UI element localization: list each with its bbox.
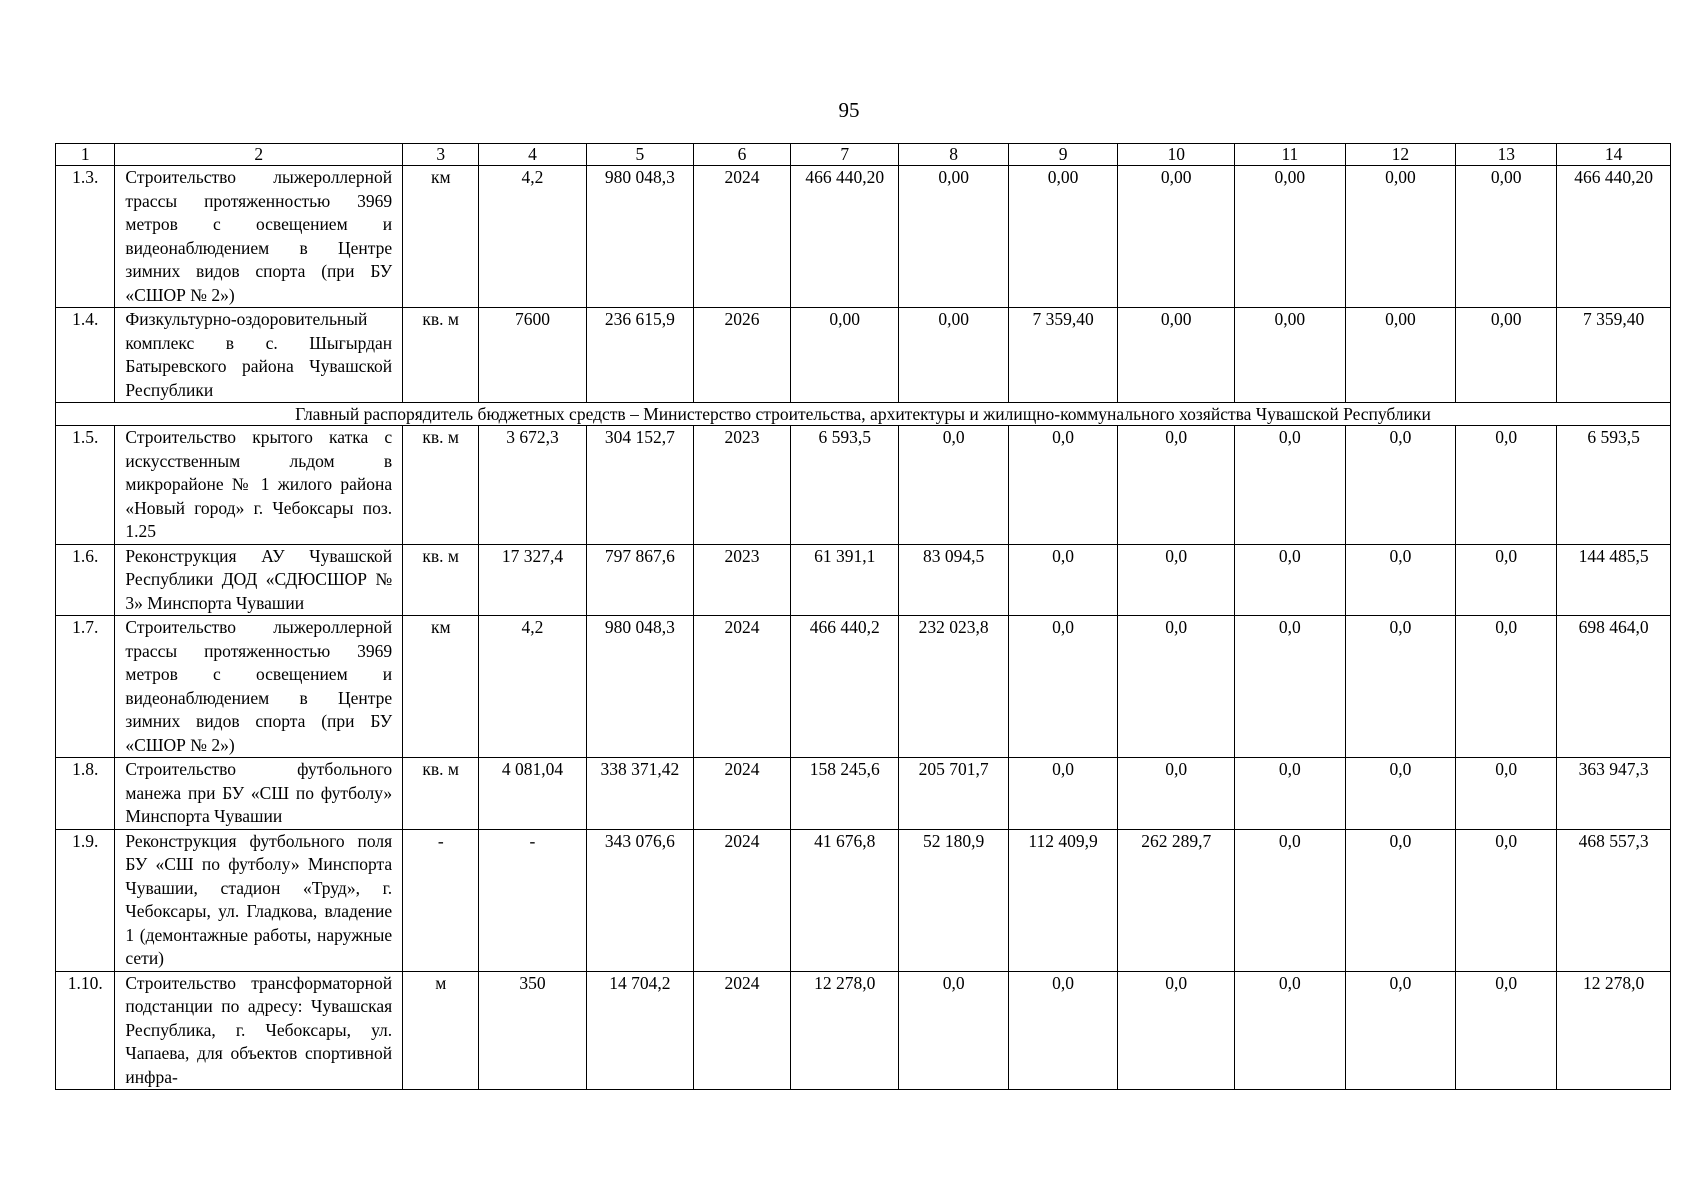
- section-heading-row: [56, 403, 1671, 426]
- value-cell: 0,0: [1345, 971, 1456, 1090]
- total-cell: 12 278,0: [1557, 971, 1671, 1090]
- value-cell: 0,00: [1118, 308, 1235, 403]
- value-cell: 0,0: [1456, 758, 1557, 830]
- value-cell: 0,00: [1008, 166, 1117, 308]
- capacity-cell: 4,2: [479, 616, 586, 758]
- capacity-cell: 17 327,4: [479, 544, 586, 616]
- cost-cell: 980 048,3: [586, 166, 693, 308]
- row-number: 1.10.: [56, 971, 115, 1090]
- header-cell: 10: [1118, 144, 1235, 166]
- object-name: Строительство трансформаторной подстанции по адресу: Чувашская Республика, г. Чебоксары, ул. Чапаева, для объектов спортивной инфра-: [115, 971, 403, 1090]
- value-cell: 158 245,6: [790, 758, 898, 830]
- total-cell: 7 359,40: [1557, 308, 1671, 403]
- header-cell: 9: [1008, 144, 1117, 166]
- cost-cell: 304 152,7: [586, 426, 693, 545]
- value-cell: 232 023,8: [899, 616, 1008, 758]
- value-cell: 0,0: [1118, 616, 1235, 758]
- value-cell: 7 359,40: [1008, 308, 1117, 403]
- value-cell: 0,0: [1008, 544, 1117, 616]
- year-cell: 2024: [694, 829, 791, 971]
- header-cell: 4: [479, 144, 586, 166]
- capacity-cell: 7600: [479, 308, 586, 403]
- year-cell: 2023: [694, 426, 791, 545]
- unit-cell: км: [403, 616, 479, 758]
- total-cell: 363 947,3: [1557, 758, 1671, 830]
- cost-cell: 14 704,2: [586, 971, 693, 1090]
- value-cell: 112 409,9: [1008, 829, 1117, 971]
- value-cell: 0,0: [1235, 544, 1346, 616]
- value-cell: 0,00: [899, 308, 1008, 403]
- object-name: Реконструкция футбольного поля БУ «СШ по футболу» Минспорта Чувашии, стадион «Труд», г. Чебоксары, ул. Гладкова, владение 1 (демонтажные работы, наружные сети): [115, 829, 403, 971]
- row-number: 1.4.: [56, 308, 115, 403]
- value-cell: 0,0: [1456, 616, 1557, 758]
- value-cell: 262 289,7: [1118, 829, 1235, 971]
- value-cell: 0,0: [1345, 426, 1456, 545]
- header-cell: 2: [115, 144, 403, 166]
- capacity-cell: 4,2: [479, 166, 586, 308]
- value-cell: 0,0: [1008, 426, 1117, 545]
- value-cell: 0,0: [1008, 758, 1117, 830]
- year-cell: 2024: [694, 616, 791, 758]
- object-name: Строительство лыжероллерной трассы протяженностью 3969 метров с освещением и видеонаблюдением в Центре зимних видов спорта (при БУ «СШОР № 2»): [115, 166, 403, 308]
- cost-cell: 980 048,3: [586, 616, 693, 758]
- value-cell: 0,0: [1345, 544, 1456, 616]
- value-cell: 0,0: [1118, 758, 1235, 830]
- table-row: [56, 829, 1671, 971]
- value-cell: 205 701,7: [899, 758, 1008, 830]
- value-cell: 0,0: [1235, 971, 1346, 1090]
- value-cell: 466 440,20: [790, 166, 898, 308]
- value-cell: 0,0: [1345, 616, 1456, 758]
- value-cell: 0,00: [1345, 166, 1456, 308]
- object-name: Строительство футбольного манежа при БУ «СШ по футболу» Минспорта Чувашии: [115, 758, 403, 830]
- value-cell: 0,0: [1235, 829, 1346, 971]
- value-cell: 0,0: [1456, 544, 1557, 616]
- table-row: [56, 308, 1671, 403]
- header-cell: 5: [586, 144, 693, 166]
- header-cell: 8: [899, 144, 1008, 166]
- value-cell: 0,00: [1235, 166, 1346, 308]
- row-number: 1.9.: [56, 829, 115, 971]
- value-cell: 0,0: [1008, 616, 1117, 758]
- value-cell: 61 391,1: [790, 544, 898, 616]
- value-cell: 0,00: [790, 308, 898, 403]
- object-name: Реконструкция АУ Чувашской Республики ДОД «СДЮСШОР № 3» Минспорта Чувашии: [115, 544, 403, 616]
- row-number: 1.6.: [56, 544, 115, 616]
- investment-table: [55, 143, 1671, 1090]
- value-cell: 41 676,8: [790, 829, 898, 971]
- year-cell: 2024: [694, 758, 791, 830]
- row-number: 1.8.: [56, 758, 115, 830]
- value-cell: 0,00: [1118, 166, 1235, 308]
- value-cell: 83 094,5: [899, 544, 1008, 616]
- page-number: 95: [838, 98, 860, 122]
- year-cell: 2023: [694, 544, 791, 616]
- total-cell: 6 593,5: [1557, 426, 1671, 545]
- cost-cell: 343 076,6: [586, 829, 693, 971]
- object-name: Строительство крытого катка с искусственным льдом в микрорайоне № 1 жилого района «Новый город» г. Чебоксары поз. 1.25: [115, 426, 403, 545]
- table-row: [56, 616, 1671, 758]
- unit-cell: км: [403, 166, 479, 308]
- section-heading: Главный распорядитель бюджетных средств – Министерство строительства, архитектуры и жилищно-коммунального хозяйства Чувашской Республики: [56, 403, 1671, 426]
- unit-cell: кв. м: [403, 308, 479, 403]
- capacity-cell: 350: [479, 971, 586, 1090]
- header-cell: 13: [1456, 144, 1557, 166]
- value-cell: 0,0: [899, 971, 1008, 1090]
- value-cell: 0,0: [1118, 426, 1235, 545]
- object-name: Строительство лыжероллерной трассы протяженностью 3969 метров с освещением и видеонаблюдением в Центре зимних видов спорта (при БУ «СШОР № 2»): [115, 616, 403, 758]
- unit-cell: м: [403, 971, 479, 1090]
- cost-cell: 236 615,9: [586, 308, 693, 403]
- column-number-row: [56, 144, 1671, 166]
- total-cell: 468 557,3: [1557, 829, 1671, 971]
- value-cell: 466 440,2: [790, 616, 898, 758]
- total-cell: 144 485,5: [1557, 544, 1671, 616]
- table-row: [56, 758, 1671, 830]
- header-cell: 1: [56, 144, 115, 166]
- header-cell: 6: [694, 144, 791, 166]
- value-cell: 0,0: [1235, 426, 1346, 545]
- table-row: [56, 544, 1671, 616]
- value-cell: 0,00: [1235, 308, 1346, 403]
- value-cell: 6 593,5: [790, 426, 898, 545]
- row-number: 1.7.: [56, 616, 115, 758]
- unit-cell: кв. м: [403, 758, 479, 830]
- header-cell: 3: [403, 144, 479, 166]
- table-row: [56, 166, 1671, 308]
- table-row: [56, 971, 1671, 1090]
- total-cell: 466 440,20: [1557, 166, 1671, 308]
- value-cell: 12 278,0: [790, 971, 898, 1090]
- value-cell: 0,0: [1345, 829, 1456, 971]
- year-cell: 2024: [694, 971, 791, 1090]
- value-cell: 0,0: [1456, 426, 1557, 545]
- value-cell: 0,0: [1235, 616, 1346, 758]
- row-number: 1.5.: [56, 426, 115, 545]
- value-cell: 0,0: [1118, 544, 1235, 616]
- value-cell: 0,0: [1456, 971, 1557, 1090]
- value-cell: 0,0: [1345, 758, 1456, 830]
- value-cell: 0,00: [899, 166, 1008, 308]
- header-cell: 12: [1345, 144, 1456, 166]
- value-cell: 0,0: [899, 426, 1008, 545]
- header-cell: 7: [790, 144, 898, 166]
- total-cell: 698 464,0: [1557, 616, 1671, 758]
- unit-cell: кв. м: [403, 426, 479, 545]
- year-cell: 2026: [694, 308, 791, 403]
- capacity-cell: -: [479, 829, 586, 971]
- capacity-cell: 3 672,3: [479, 426, 586, 545]
- value-cell: 0,00: [1456, 166, 1557, 308]
- value-cell: 0,00: [1456, 308, 1557, 403]
- value-cell: 0,0: [1235, 758, 1346, 830]
- value-cell: 0,0: [1008, 971, 1117, 1090]
- row-number: 1.3.: [56, 166, 115, 308]
- value-cell: 0,0: [1456, 829, 1557, 971]
- capacity-cell: 4 081,04: [479, 758, 586, 830]
- year-cell: 2024: [694, 166, 791, 308]
- cost-cell: 797 867,6: [586, 544, 693, 616]
- value-cell: 0,00: [1345, 308, 1456, 403]
- object-name: Физкультурно-оздоровительный комплекс в с. Шыгырдан Батыревского района Чувашской Республики: [115, 308, 403, 403]
- table-row: [56, 426, 1671, 545]
- cost-cell: 338 371,42: [586, 758, 693, 830]
- header-cell: 11: [1235, 144, 1346, 166]
- value-cell: 52 180,9: [899, 829, 1008, 971]
- unit-cell: -: [403, 829, 479, 971]
- unit-cell: кв. м: [403, 544, 479, 616]
- value-cell: 0,0: [1118, 971, 1235, 1090]
- header-cell: 14: [1557, 144, 1671, 166]
